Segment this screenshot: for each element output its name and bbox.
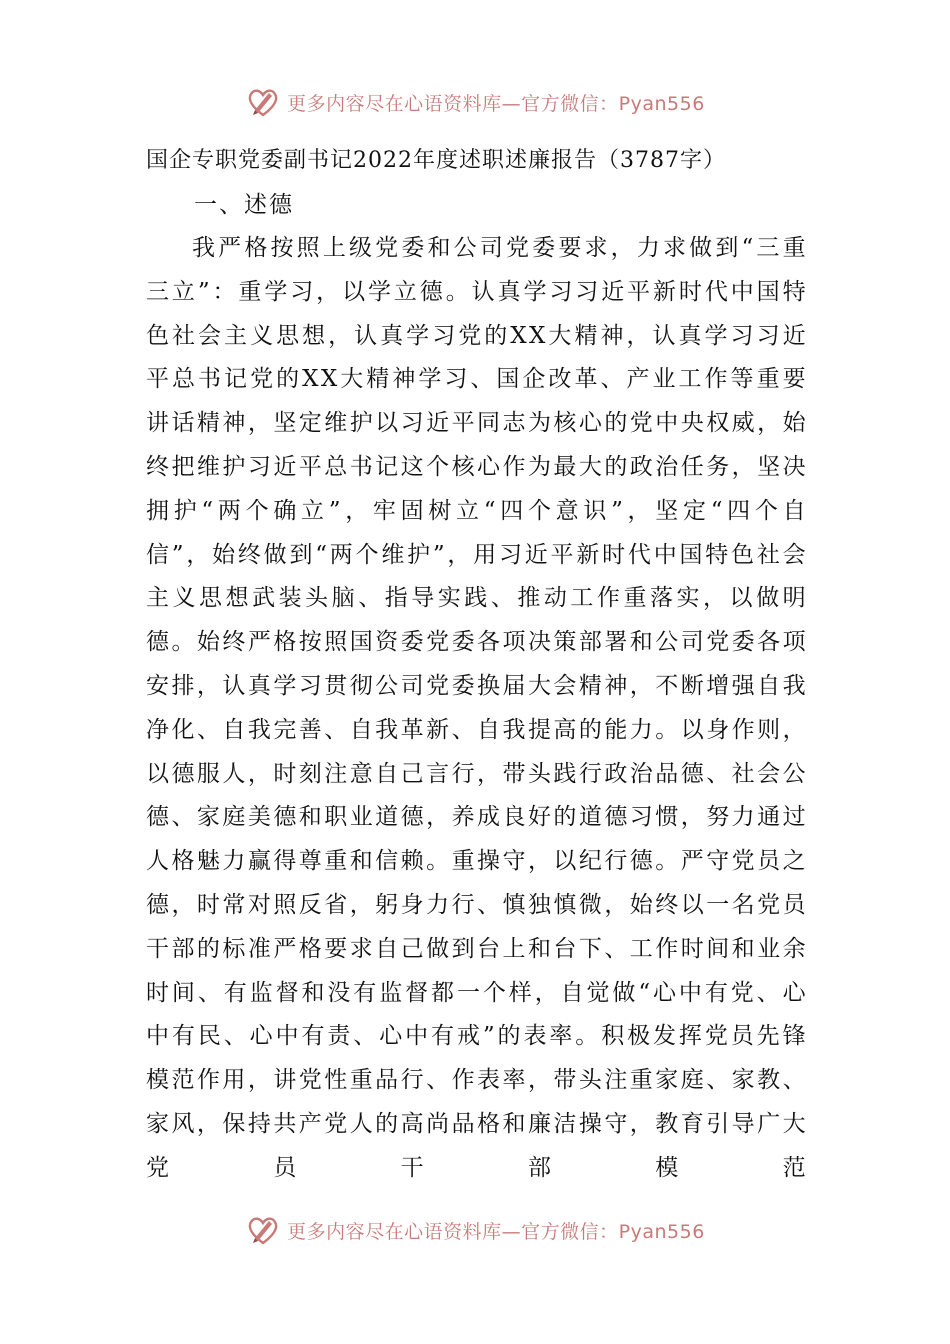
pen-heart-logo-icon	[245, 1212, 281, 1248]
pen-heart-logo-icon	[245, 84, 281, 120]
section-heading: 一、述德	[194, 192, 294, 218]
watermark-text: 更多内容尽在心语资料库—官方微信：Pyan556	[287, 1220, 705, 1243]
watermark-text: 更多内容尽在心语资料库—官方微信：Pyan556	[287, 92, 705, 115]
watermark-banner-top	[0, 82, 950, 122]
body-paragraph: 我严格按照上级党委和公司党委要求，力求做到“三重三立”：重学习，以学立德。认真学习习近平新时代中国特色社会主义思想，认真学习党的XX大精神，认真学习习近平总书记党的XX大精神学习、国企改革、产业工作等重要讲话精神，坚定维护以习近平同志为核心的党中央权威，始终把维护习近平总书记这个核心作为最大的政治任务，坚决拥护“两个确立”，牢固树立“四个意识”，坚定“四个自信”，始终做到“两个维护”，用习近平新时代中国特色社会主义思想武装头脑、指导实践、推动工作重落实，以做明德。始终严格按照国资委党委各项决策部署和公司党委各项安排，认真学习贯彻公司党委换届大会精神，不断增强自我净化、自我完善、自我革新、自我提高的能力。以身作则，以德服人，时刻注意自己言行，带头践行政治品德、社会公德、家庭美德和职业道德，养成良好的道德习惯，努力通过人格魅力赢得尊重和信赖。重操守，以纪行德。严守党员之德，时常对照反省，躬身力行、慎独慎微，始终以一名党员干部的标准严格要求自己做到台上和台下、工作时间和业余时间、有监督和没有监督都一个样，自觉做“心中有党、心中有民、心中有责、心中有戒”的表率。积极发挥党员先锋模范作用，讲党性重品行、作表率，带头注重家庭、家教、家风，保持共产党人的高尚品格和廉洁操守，教育引导广大党员干部模范	[146, 235, 808, 1181]
watermark-banner-bottom	[0, 1210, 950, 1250]
document-title: 国企专职党委副书记2022年度述职述廉报告（3787字）	[146, 148, 726, 173]
document-body	[146, 139, 808, 1191]
